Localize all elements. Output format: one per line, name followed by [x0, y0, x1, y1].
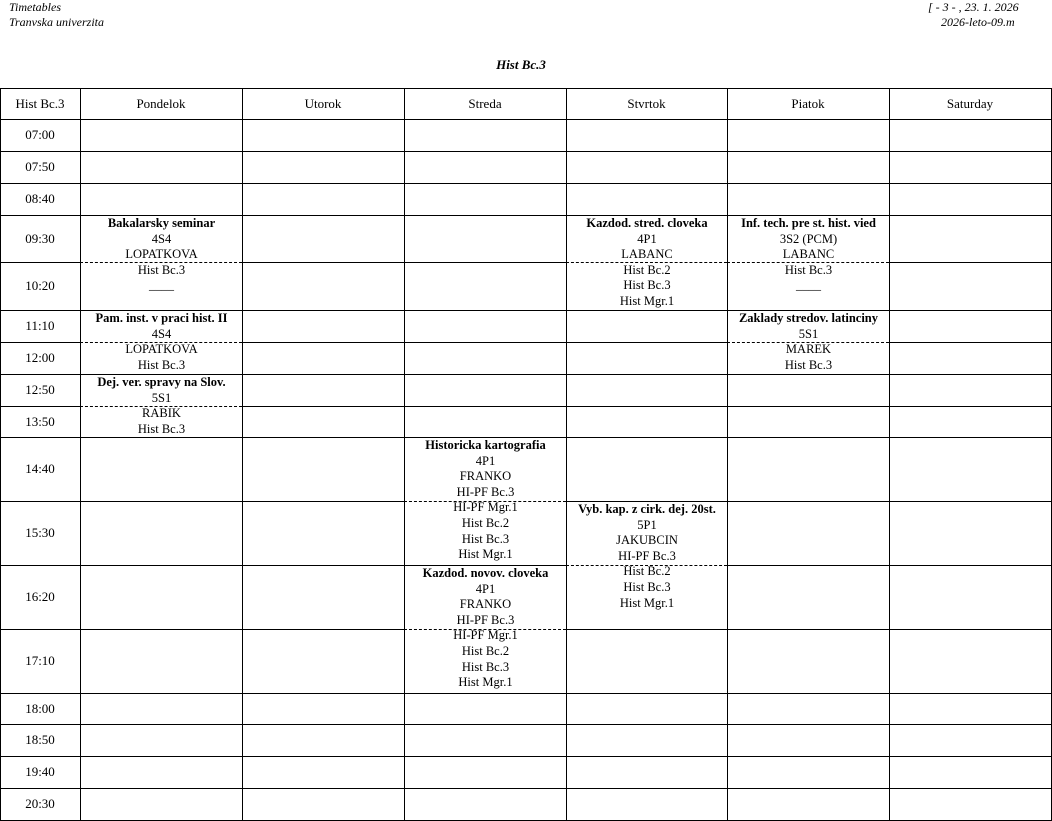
course-detail: Hist Bc.3: [784, 262, 833, 277]
page-title: Hist Bc.3: [496, 57, 546, 72]
slot-divider: [727, 262, 889, 263]
row-line: [404, 342, 567, 343]
row-line: [242, 501, 405, 502]
course-detail: 5P1: [637, 517, 657, 532]
course-detail: FRANKO: [459, 469, 512, 484]
row-line: [242, 693, 405, 694]
row-line: [566, 183, 728, 184]
app-name: Timetables: [9, 0, 62, 14]
course-detail: Hist Bc.3: [137, 421, 186, 436]
course-detail: Hist Bc.3: [137, 262, 186, 277]
row-line: [889, 629, 1052, 630]
row-line: [0, 437, 81, 438]
time-label: 07:00: [25, 127, 55, 142]
row-line: [889, 151, 1052, 152]
day-header: Pondelok: [136, 96, 186, 111]
column-line: [80, 88, 81, 820]
time-label: 07:50: [25, 159, 55, 174]
course-detail: MAREK: [785, 342, 832, 357]
course-detail: LABANC: [782, 247, 835, 262]
row-line: [404, 119, 567, 120]
slot-divider: [404, 501, 566, 502]
row-line: [0, 215, 81, 216]
time-label: 13:50: [25, 414, 55, 429]
row-line: [404, 88, 567, 89]
row-line: [404, 183, 567, 184]
row-line: [566, 151, 728, 152]
row-line: [566, 119, 728, 120]
row-line: [242, 310, 405, 311]
course-title: Dej. ver. spravy na Slov.: [97, 375, 226, 389]
row-line: [727, 406, 890, 407]
row-line: [727, 151, 890, 152]
row-line: [727, 788, 890, 789]
day-header: Piatok: [791, 96, 825, 111]
row-line: [889, 119, 1052, 120]
row-line: [242, 119, 405, 120]
slot-divider: [566, 262, 727, 263]
row-line: [889, 406, 1052, 407]
course-detail: LOPATKOVA: [125, 342, 198, 357]
time-label: 14:40: [25, 461, 55, 476]
row-line: [404, 374, 567, 375]
row-line: [566, 693, 728, 694]
row-line: [242, 788, 405, 789]
row-line: [566, 756, 728, 757]
row-line: [80, 629, 243, 630]
course-detail: Hist Mgr.1: [458, 547, 513, 562]
row-line: [80, 724, 243, 725]
time-label: 12:00: [25, 350, 55, 365]
course-detail: 5S1: [151, 390, 172, 405]
row-line: [889, 374, 1052, 375]
row-line: [566, 374, 728, 375]
course-detail: Hist Bc.2: [461, 515, 510, 530]
row-line: [727, 756, 890, 757]
row-line: [0, 756, 81, 757]
course-title: Bakalarsky seminar: [107, 216, 216, 230]
row-line: [80, 501, 243, 502]
slot-divider: [566, 565, 727, 566]
row-line: [0, 629, 81, 630]
row-line: [242, 756, 405, 757]
course-block[interactable]: [728, 216, 889, 310]
row-line: [0, 565, 81, 566]
course-detail: Hist Bc.3: [784, 357, 833, 372]
row-line: [889, 724, 1052, 725]
row-line: [566, 437, 728, 438]
row-line: [727, 437, 890, 438]
row-line: [0, 724, 81, 725]
course-title: Zaklady stredov. latinciny: [738, 311, 879, 325]
row-line: [80, 151, 243, 152]
course-detail: Hist Bc.3: [623, 278, 671, 293]
course-detail: 4P1: [475, 581, 496, 596]
course-title: Pam. inst. v praci hist. II: [95, 311, 228, 325]
course-title: Historicka kartografia: [425, 438, 546, 452]
row-line: [242, 342, 405, 343]
row-line: [80, 565, 243, 566]
slot-divider: [80, 342, 242, 343]
time-label: 18:50: [25, 732, 55, 747]
row-line: [242, 183, 405, 184]
time-label: 10:20: [25, 278, 55, 293]
file-name: 2026-leto-09.m: [941, 15, 1015, 29]
row-line: [404, 788, 567, 789]
row-line: [566, 724, 728, 725]
row-line: [727, 565, 890, 566]
row-line: [566, 310, 728, 311]
time-label: 19:40: [25, 764, 55, 779]
row-line: [727, 693, 890, 694]
row-line: [0, 501, 81, 502]
corner-label: Hist Bc.3: [15, 96, 65, 111]
course-block[interactable]: [81, 216, 242, 310]
time-label: 09:30: [25, 231, 55, 246]
course-detail: Hist Bc.2: [461, 643, 510, 658]
row-line: [80, 693, 243, 694]
slot-divider: [727, 342, 889, 343]
time-label: 18:00: [25, 701, 55, 716]
day-header: Stvrtok: [627, 96, 666, 111]
column-line: [566, 88, 567, 820]
day-header: Saturday: [946, 96, 994, 111]
slot-divider: [80, 406, 242, 407]
course-detail: Hist Bc.3: [461, 659, 510, 674]
course-detail: 4S4: [151, 326, 172, 341]
row-line: [242, 724, 405, 725]
time-label: 08:40: [25, 191, 55, 206]
row-line: [0, 183, 81, 184]
course-title: Kazdod. novov. cloveka: [422, 566, 549, 580]
row-line: [404, 406, 567, 407]
row-line: [889, 693, 1052, 694]
course-detail: 4P1: [475, 453, 496, 468]
course-detail: Hist Bc.2: [623, 564, 671, 579]
university-name: Tranvska univerzita: [9, 15, 104, 29]
row-line: [0, 88, 81, 89]
row-line: [242, 406, 405, 407]
row-line: [566, 342, 728, 343]
row-line: [404, 310, 567, 311]
row-line: [242, 374, 405, 375]
time-label: 15:30: [25, 525, 55, 540]
row-line: [889, 342, 1052, 343]
row-line: [0, 151, 81, 152]
row-line: [242, 88, 405, 89]
course-detail: Hist Mgr.1: [619, 293, 675, 308]
course-detail: Hist Bc.3: [461, 531, 510, 546]
page-info: [ - 3 - , 23. 1. 2026: [928, 0, 1019, 14]
course-detail: LABANC: [621, 247, 673, 262]
row-line: [242, 437, 405, 438]
row-line: [0, 310, 81, 311]
course-detail: HI-PF Mgr.1: [453, 628, 518, 643]
course-detail: Hist Mgr.1: [619, 595, 675, 610]
row-line: [404, 262, 567, 263]
time-label: 11:10: [25, 318, 55, 333]
course-detail: Hist Bc.2: [623, 262, 671, 277]
row-line: [242, 629, 405, 630]
row-line: [0, 342, 81, 343]
row-line: [404, 756, 567, 757]
course-detail: 3S2 (PCM): [779, 231, 838, 246]
row-line: [242, 565, 405, 566]
time-label: 20:30: [25, 796, 55, 811]
row-line: [889, 310, 1052, 311]
row-line: [889, 501, 1052, 502]
column-line: [242, 88, 243, 820]
row-line: [727, 501, 890, 502]
row-line: [727, 119, 890, 120]
row-line: [404, 215, 567, 216]
course-detail: Hist Bc.3: [137, 357, 186, 372]
row-line: [0, 374, 81, 375]
time-label: 12:50: [25, 382, 55, 397]
row-line: [0, 788, 81, 789]
course-block[interactable]: [567, 216, 727, 310]
column-line: [889, 88, 890, 820]
course-detail: ____: [149, 278, 174, 293]
row-line: [80, 183, 243, 184]
course-detail: HI-PF Bc.3: [456, 484, 515, 499]
row-line: [566, 406, 728, 407]
course-detail: 4P1: [637, 231, 657, 246]
row-line: [80, 119, 243, 120]
row-line: [566, 788, 728, 789]
course-detail: RABIK: [142, 406, 181, 421]
row-line: [404, 693, 567, 694]
row-line: [889, 88, 1052, 89]
row-line: [727, 88, 890, 89]
course-detail: Hist Mgr.1: [458, 675, 513, 690]
row-line: [889, 565, 1052, 566]
row-line: [242, 151, 405, 152]
course-detail: HI-PF Bc.3: [456, 612, 515, 627]
course-detail: HI-PF Bc.3: [618, 548, 676, 563]
row-line: [404, 151, 567, 152]
row-line: [727, 183, 890, 184]
course-title: Inf. tech. pre st. hist. vied: [741, 216, 876, 230]
row-line: [889, 756, 1052, 757]
course-detail: Hist Bc.3: [623, 579, 671, 594]
row-line: [889, 215, 1052, 216]
course-title: Vyb. kap. z cirk. dej. 20st.: [578, 502, 716, 516]
row-line: [80, 88, 243, 89]
course-detail: HI-PF Mgr.1: [453, 500, 518, 515]
row-line: [242, 215, 405, 216]
row-line: [80, 756, 243, 757]
slot-divider: [80, 262, 242, 263]
row-line: [889, 262, 1052, 263]
slot-divider: [404, 629, 566, 630]
course-detail: LOPATKOVA: [125, 247, 198, 262]
time-label: 16:20: [25, 589, 55, 604]
row-line: [0, 693, 81, 694]
row-line: [404, 724, 567, 725]
row-line: [727, 629, 890, 630]
course-detail: 4S4: [151, 231, 172, 246]
row-line: [889, 788, 1052, 789]
row-line: [727, 374, 890, 375]
row-line: [566, 88, 728, 89]
row-line: [889, 437, 1052, 438]
column-line: [727, 88, 728, 820]
course-title: Kazdod. stred. cloveka: [586, 216, 708, 230]
row-line: [727, 724, 890, 725]
row-line: [0, 262, 81, 263]
course-detail: 5S1: [798, 326, 819, 341]
row-line: [80, 788, 243, 789]
course-detail: ____: [796, 278, 821, 293]
course-detail: FRANKO: [459, 597, 512, 612]
day-header: Streda: [468, 96, 502, 111]
time-label: 17:10: [25, 653, 55, 668]
row-line: [0, 406, 81, 407]
course-detail: JAKUBCIN: [616, 533, 678, 548]
row-line: [566, 629, 728, 630]
row-line: [0, 119, 81, 120]
row-line: [242, 262, 405, 263]
day-header: Utorok: [304, 96, 342, 111]
row-line: [889, 183, 1052, 184]
